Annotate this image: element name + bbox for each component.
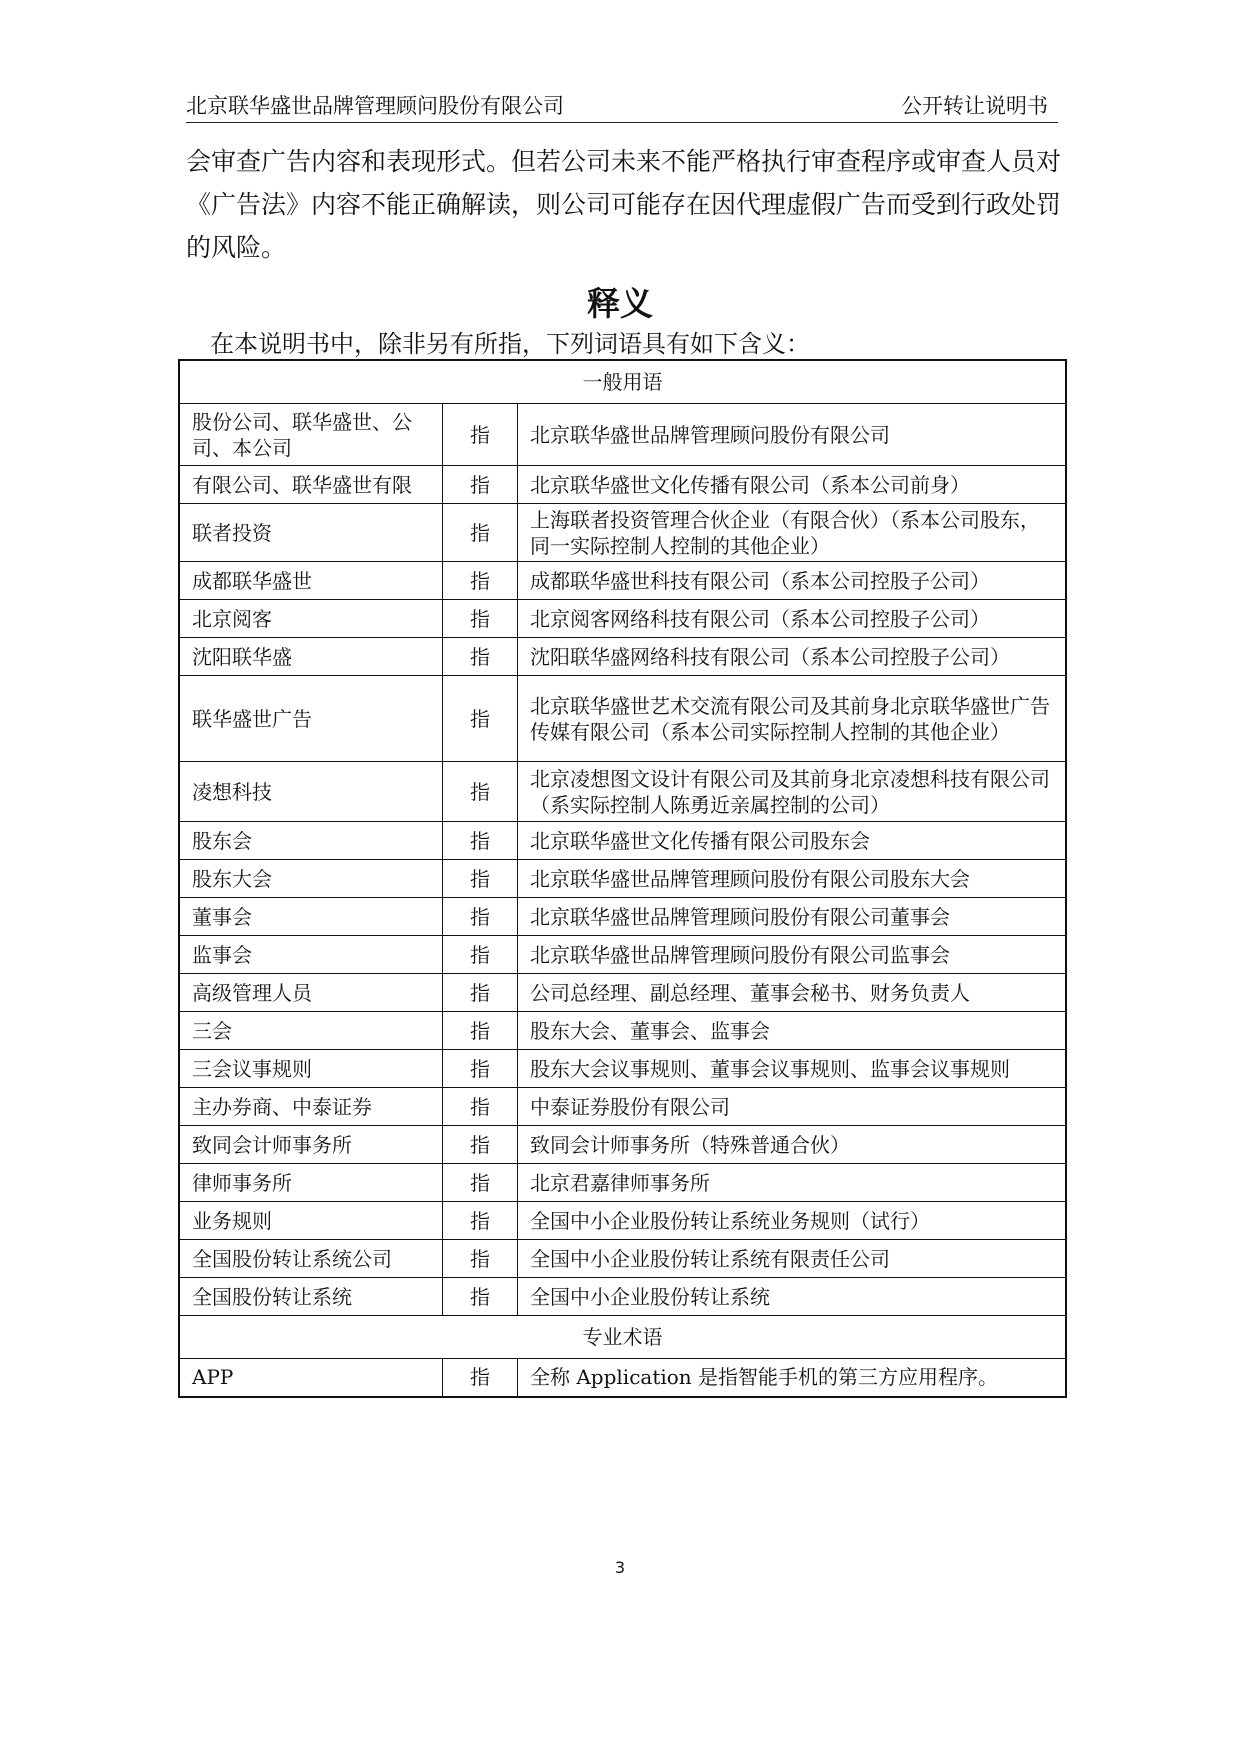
refers-to-cell: 指 [443, 1088, 518, 1126]
header-doc-type: 公开转让说明书 [901, 94, 1048, 118]
definition-cell: 上海联者投资管理合伙企业（有限合伙）（系本公司股东，同一实际控制人控制的其他企业） [518, 504, 1067, 562]
definition-cell: 中泰证券股份有限公司 [518, 1088, 1067, 1126]
term-cell: 联华盛世广告 [179, 676, 443, 762]
refers-to-cell: 指 [443, 898, 518, 936]
refers-to-cell: 指 [443, 860, 518, 898]
definition-cell: 致同会计师事务所（特殊普通合伙） [518, 1126, 1067, 1164]
definition-cell: 全国中小企业股份转让系统有限责任公司 [518, 1240, 1067, 1278]
table-row [179, 562, 1066, 600]
term-cell: 成都联华盛世 [179, 562, 443, 600]
table-row [179, 504, 1066, 562]
term-cell: 三会 [179, 1012, 443, 1050]
definition-cell: 全称 Application 是指智能手机的第三方应用程序。 [518, 1359, 1067, 1397]
table-row [179, 1240, 1066, 1278]
definition-cell: 全国中小企业股份转让系统业务规则（试行） [518, 1202, 1067, 1240]
definition-cell: 全国中小企业股份转让系统 [518, 1278, 1067, 1316]
table-row [179, 936, 1066, 974]
header-company: 北京联华盛世品牌管理顾问股份有限公司 [186, 94, 564, 118]
term-cell: 有限公司、联华盛世有限 [179, 466, 443, 504]
definitions-table [178, 359, 1067, 1398]
definition-cell: 北京联华盛世品牌管理顾问股份有限公司 [518, 404, 1067, 466]
term-cell: 沈阳联华盛 [179, 638, 443, 676]
term-cell: 股东会 [179, 822, 443, 860]
refers-to-cell: 指 [443, 562, 518, 600]
term-cell: 全国股份转让系统 [179, 1278, 443, 1316]
term-cell: 主办券商、中泰证券 [179, 1088, 443, 1126]
refers-to-cell: 指 [443, 1278, 518, 1316]
term-cell: 业务规则 [179, 1202, 443, 1240]
term-cell: 三会议事规则 [179, 1050, 443, 1088]
refers-to-cell: 指 [443, 466, 518, 504]
table-row [179, 600, 1066, 638]
term-cell: APP [179, 1359, 443, 1397]
definition-cell: 北京联华盛世品牌管理顾问股份有限公司董事会 [518, 898, 1067, 936]
page-number: 3 [614, 1558, 626, 1577]
table-row [179, 1359, 1066, 1397]
refers-to-cell: 指 [443, 600, 518, 638]
refers-to-cell: 指 [443, 1359, 518, 1397]
refers-to-cell: 指 [443, 1240, 518, 1278]
table-row [179, 1126, 1066, 1164]
definition-cell: 北京凌想图文设计有限公司及其前身北京凌想科技有限公司（系实际控制人陈勇近亲属控制的公司） [518, 762, 1067, 822]
table-row [179, 1012, 1066, 1050]
refers-to-cell: 指 [443, 638, 518, 676]
table-row [179, 762, 1066, 822]
table-row [179, 404, 1066, 466]
table-row [179, 466, 1066, 504]
section-label-general: 一般用语 [179, 360, 1066, 404]
refers-to-cell: 指 [443, 676, 518, 762]
table-row [179, 898, 1066, 936]
definition-cell: 北京联华盛世艺术交流有限公司及其前身北京联华盛世广告传媒有限公司（系本公司实际控制人控制的其他企业） [518, 676, 1067, 762]
term-cell: 股东大会 [179, 860, 443, 898]
refers-to-cell: 指 [443, 936, 518, 974]
definition-cell: 北京阅客网络科技有限公司（系本公司控股子公司） [518, 600, 1067, 638]
table-row [179, 1278, 1066, 1316]
page-header [186, 88, 1058, 123]
term-cell: 北京阅客 [179, 600, 443, 638]
risk-paragraph [186, 140, 1066, 269]
definition-cell: 北京联华盛世品牌管理顾问股份有限公司股东大会 [518, 860, 1067, 898]
section-row-professional [179, 1316, 1066, 1359]
term-cell: 致同会计师事务所 [179, 1126, 443, 1164]
refers-to-cell: 指 [443, 1012, 518, 1050]
table-row [179, 1088, 1066, 1126]
term-cell: 联者投资 [179, 504, 443, 562]
refers-to-cell: 指 [443, 1050, 518, 1088]
table-row [179, 860, 1066, 898]
paragraph-line: 的风险。 [186, 233, 287, 262]
table-row [179, 1050, 1066, 1088]
term-cell: 股份公司、联华盛世、公司、本公司 [179, 404, 443, 466]
table-row [179, 822, 1066, 860]
section-label-professional: 专业术语 [179, 1316, 1066, 1359]
definition-cell: 股东大会、董事会、监事会 [518, 1012, 1067, 1050]
refers-to-cell: 指 [443, 504, 518, 562]
refers-to-cell: 指 [443, 1164, 518, 1202]
refers-to-cell: 指 [443, 974, 518, 1012]
term-cell: 凌想科技 [179, 762, 443, 822]
definition-cell: 股东大会议事规则、董事会议事规则、监事会议事规则 [518, 1050, 1067, 1088]
definition-cell: 成都联华盛世科技有限公司（系本公司控股子公司） [518, 562, 1067, 600]
term-cell: 董事会 [179, 898, 443, 936]
table-row [179, 638, 1066, 676]
definition-cell: 沈阳联华盛网络科技有限公司（系本公司控股子公司） [518, 638, 1067, 676]
definition-cell: 北京联华盛世文化传播有限公司（系本公司前身） [518, 466, 1067, 504]
definition-cell: 公司总经理、副总经理、董事会秘书、财务负责人 [518, 974, 1067, 1012]
term-cell: 监事会 [179, 936, 443, 974]
term-cell: 全国股份转让系统公司 [179, 1240, 443, 1278]
table-row [179, 974, 1066, 1012]
term-cell: 律师事务所 [179, 1164, 443, 1202]
refers-to-cell: 指 [443, 404, 518, 466]
refers-to-cell: 指 [443, 1126, 518, 1164]
table-row [179, 676, 1066, 762]
definition-cell: 北京君嘉律师事务所 [518, 1164, 1067, 1202]
intro-text: 在本说明书中，除非另有所指，下列词语具有如下含义： [210, 330, 810, 358]
table-row [179, 1164, 1066, 1202]
paragraph-line: 会审查广告内容和表现形式。但若公司未来不能严格执行审查程序或审查人员对 [186, 147, 1062, 176]
section-title: 释义 [587, 284, 653, 323]
refers-to-cell: 指 [443, 822, 518, 860]
refers-to-cell: 指 [443, 762, 518, 822]
table-row [179, 1202, 1066, 1240]
refers-to-cell: 指 [443, 1202, 518, 1240]
term-cell: 高级管理人员 [179, 974, 443, 1012]
definition-cell: 北京联华盛世文化传播有限公司股东会 [518, 822, 1067, 860]
definition-cell: 北京联华盛世品牌管理顾问股份有限公司监事会 [518, 936, 1067, 974]
section-row-general [179, 360, 1066, 404]
paragraph-line: 《广告法》内容不能正确解读，则公司可能存在因代理虚假广告而受到行政处罚 [186, 190, 1062, 219]
